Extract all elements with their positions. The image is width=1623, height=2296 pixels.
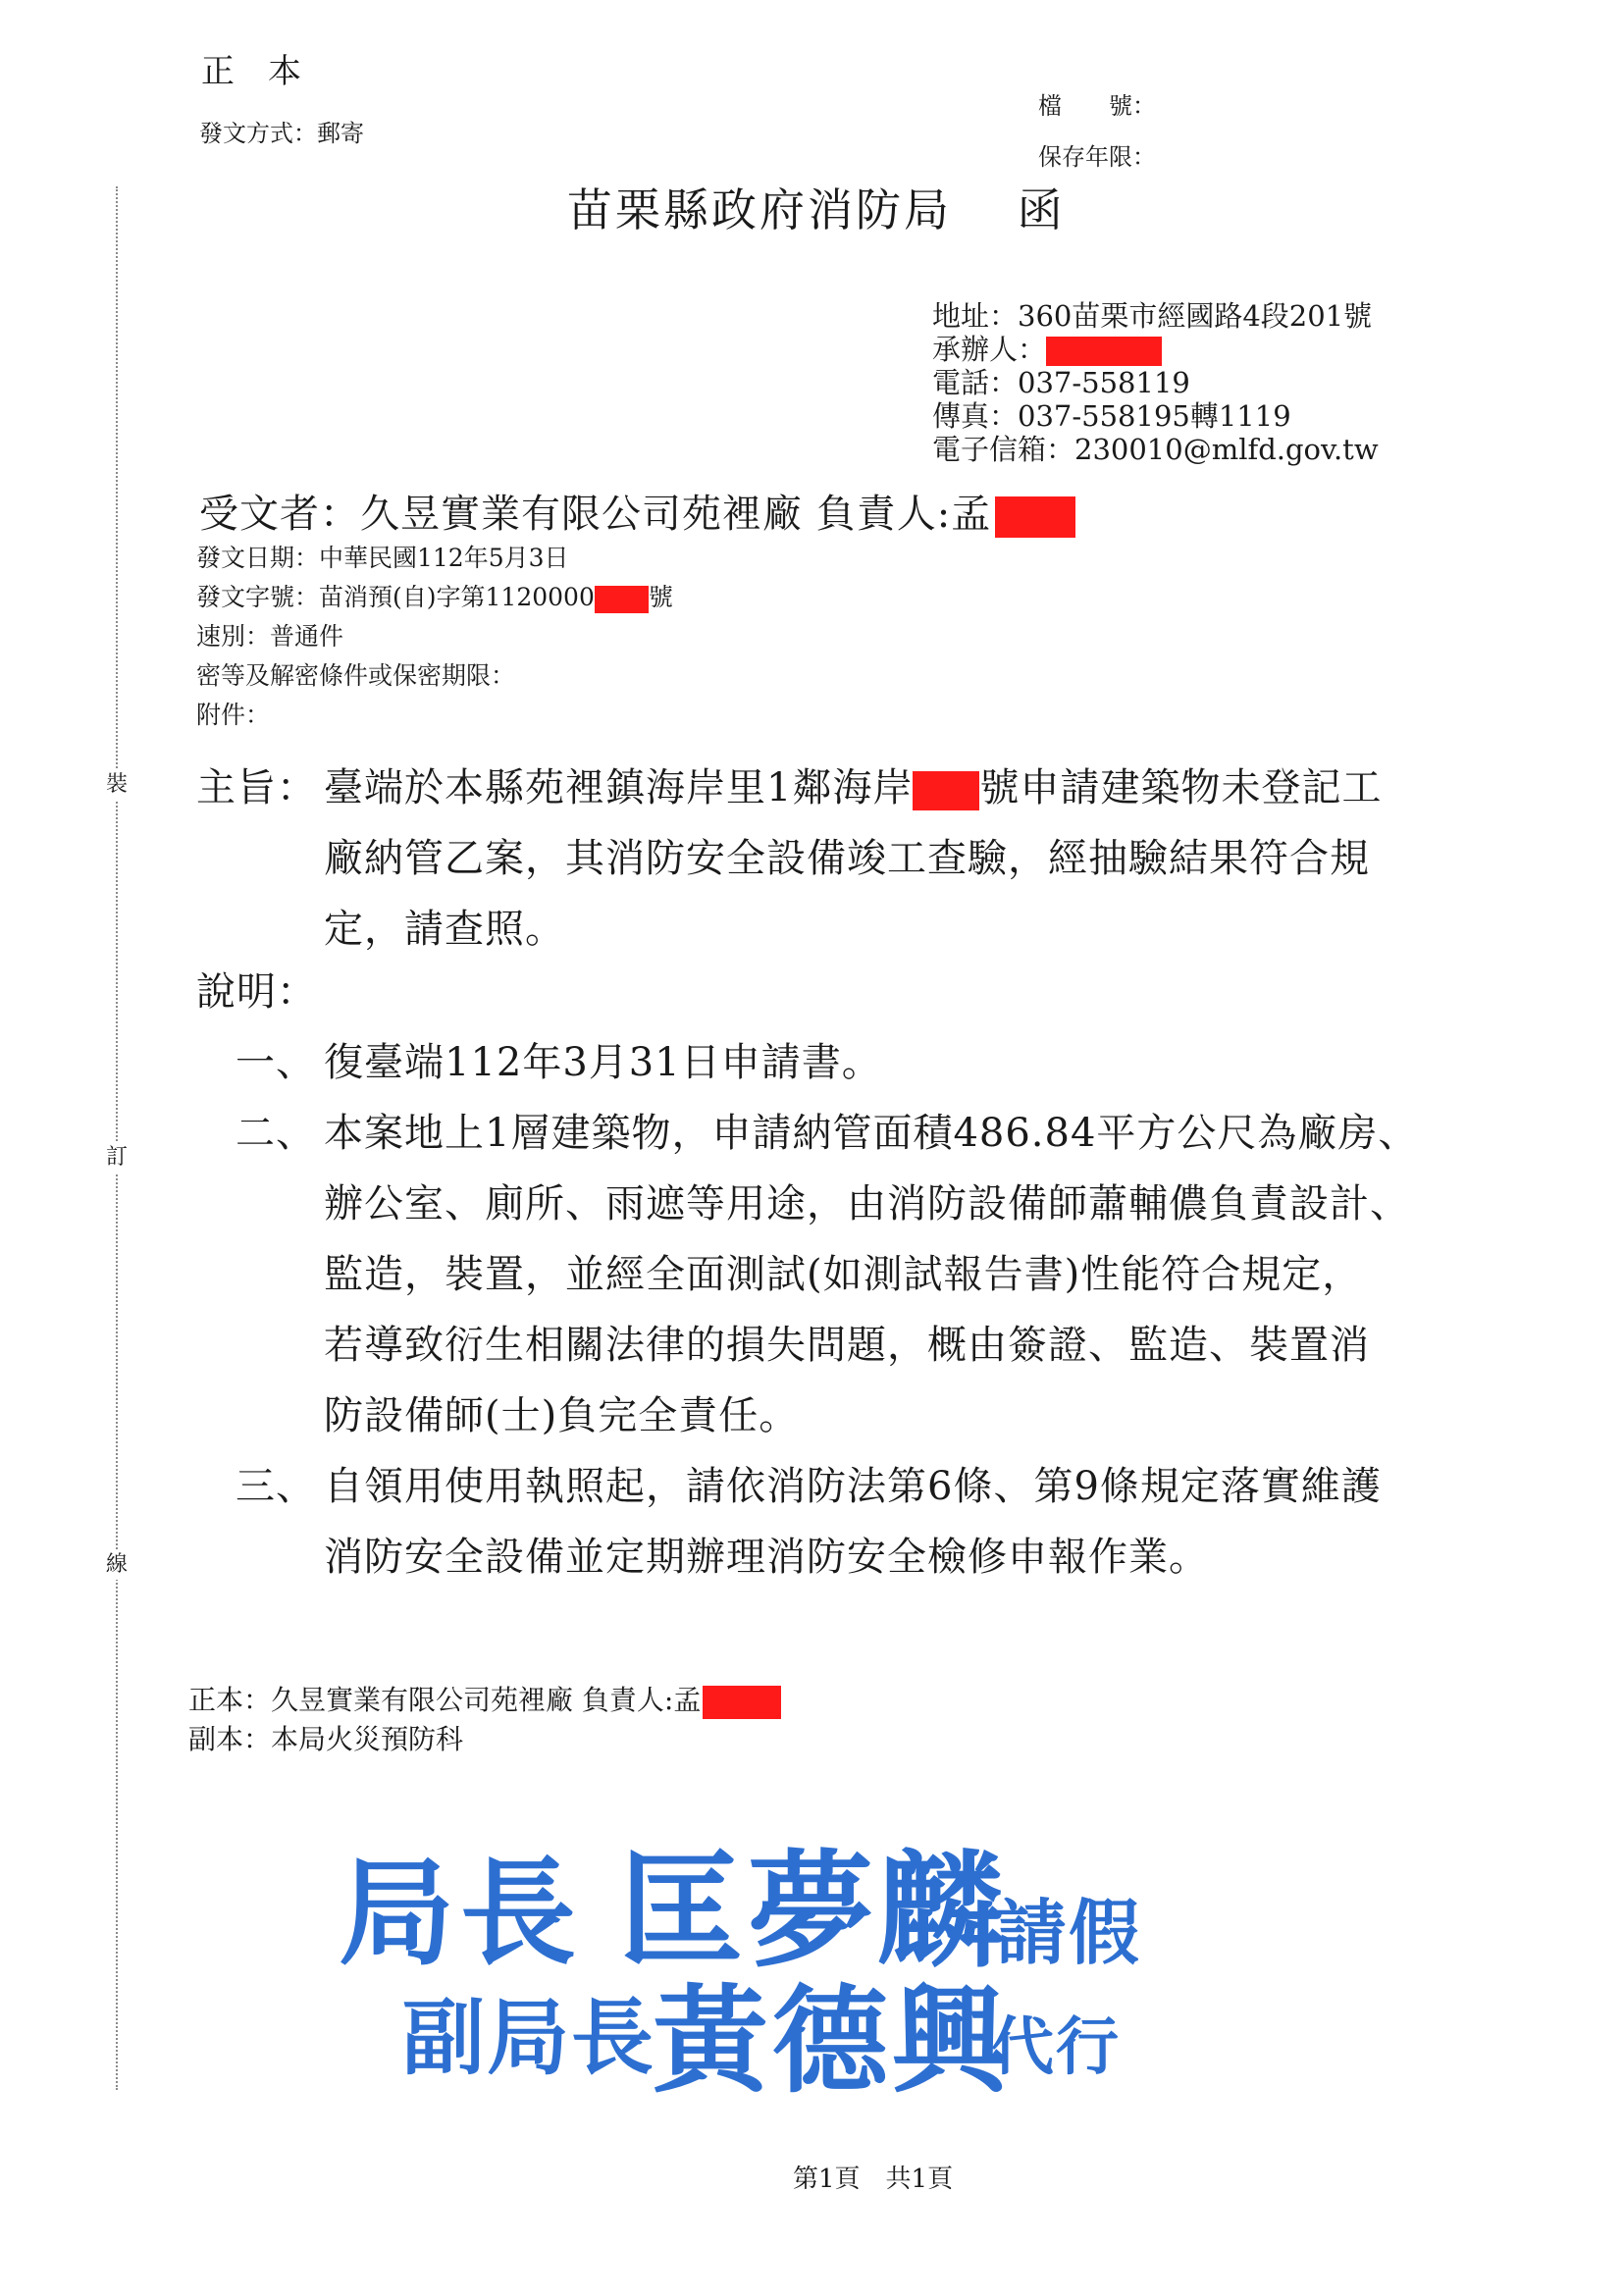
redaction-block: [995, 496, 1075, 538]
binding-mark-xian: 線: [102, 1550, 131, 1580]
copy-type-label: 正 本: [201, 52, 301, 91]
distribution-original-text: 正本：久昱實業有限公司苑裡廠 負責人:孟: [188, 1684, 702, 1716]
doc-number-prefix: 發文字號：苗消預(自)字第1120000: [196, 583, 595, 611]
distribution-copy: 副本：本局火災預防科: [188, 1723, 464, 1755]
item-2-number: 二、: [236, 1111, 316, 1156]
item-3-number: 三、: [236, 1464, 316, 1509]
subject-line-2: 廠納管乙案，其消防安全設備竣工查驗，經抽驗結果符合規: [324, 836, 1370, 881]
item-2-line: 本案地上1層建築物，申請納管面積486.84平方公尺為廠房、: [324, 1111, 1419, 1156]
contact-handler: [932, 333, 1162, 366]
recipient-line: [199, 483, 1075, 539]
item-2-line: 監造，裝置，並經全面測試(如測試報告書)性能符合規定，: [324, 1252, 1363, 1297]
document-number: [196, 581, 673, 614]
contact-handler-label: 承辦人：: [932, 333, 1047, 366]
send-method: 發文方式：郵寄: [199, 120, 364, 147]
redaction-block: [595, 586, 649, 613]
item-3-line: 自領用使用執照起，請依消防法第6條、第9條規定落實維護: [324, 1464, 1382, 1509]
redaction-block: [913, 771, 979, 810]
stamp-director-title: 局長: [339, 1846, 583, 1981]
subject-line-1a: 臺端於本縣苑裡鎮海岸里1鄰海岸: [324, 765, 914, 810]
binding-mark-ding: 訂: [102, 1143, 131, 1173]
contact-phone: 電話：037-558119: [932, 366, 1190, 399]
subject-line-3: 定，請查照。: [324, 907, 565, 952]
item-3-line: 消防安全設備並定期辦理消防安全檢修申報作業。: [324, 1535, 1209, 1580]
item-2-line: 若導致衍生相關法律的損失問題，概由簽證、監造、裝置消: [324, 1323, 1370, 1368]
redaction-block: [1046, 337, 1162, 366]
binding-mark-zhuang: 裝: [102, 770, 131, 800]
redaction-block: [703, 1686, 781, 1719]
attachment-label: 附件：: [196, 701, 271, 729]
item-2-line: 辦公室、廁所、雨遮等用途，由消防設備師蕭輔儂負責設計、: [324, 1181, 1410, 1226]
stamp-director-note: 請假: [996, 1892, 1142, 1974]
distribution-original: [188, 1684, 781, 1719]
item-1-number: 一、: [236, 1040, 316, 1085]
item-1-line: 復臺端112年3月31日申請書。: [324, 1040, 882, 1085]
retention-label: 保存年限：: [1038, 143, 1156, 171]
contact-fax: 傳真：037-558195轉1119: [932, 399, 1291, 433]
binding-dotted-line: [116, 186, 118, 2090]
contact-email: 電子信箱：230010@mlfd.gov.tw: [932, 433, 1379, 466]
stamp-deputy-title: 副局長: [402, 1990, 656, 2086]
subject-line-1b: 號申請建築物未登記工: [979, 765, 1383, 810]
file-number-label: 檔 號：: [1038, 92, 1156, 120]
subject-label: 主旨：: [196, 765, 317, 810]
recipient-label: 受文者：久昱實業有限公司苑裡廠 負責人:孟: [199, 492, 992, 537]
doc-number-suffix: 號: [648, 583, 673, 611]
document-title: 苗栗縣政府消防局 函: [567, 183, 1066, 236]
stamp-deputy-name: 黃德興: [653, 1973, 1013, 2109]
page-number: 第1頁 共1頁: [793, 2165, 954, 2194]
subject-line-1: [324, 753, 1382, 823]
speed-label: 速別：普通件: [196, 622, 344, 651]
explanation-label: 說明：: [196, 969, 317, 1015]
item-2-line: 防設備師(士)負完全責任。: [324, 1393, 800, 1438]
stamp-deputy-note: 代行: [991, 2011, 1121, 2084]
issue-date: 發文日期：中華民國112年5月3日: [196, 544, 569, 572]
secrecy-label: 密等及解密條件或保密期限：: [196, 661, 516, 690]
stamp-director-name: 匡夢麟: [618, 1839, 1008, 1985]
contact-address: 地址：360苗栗市經國路4段201號: [932, 299, 1373, 333]
